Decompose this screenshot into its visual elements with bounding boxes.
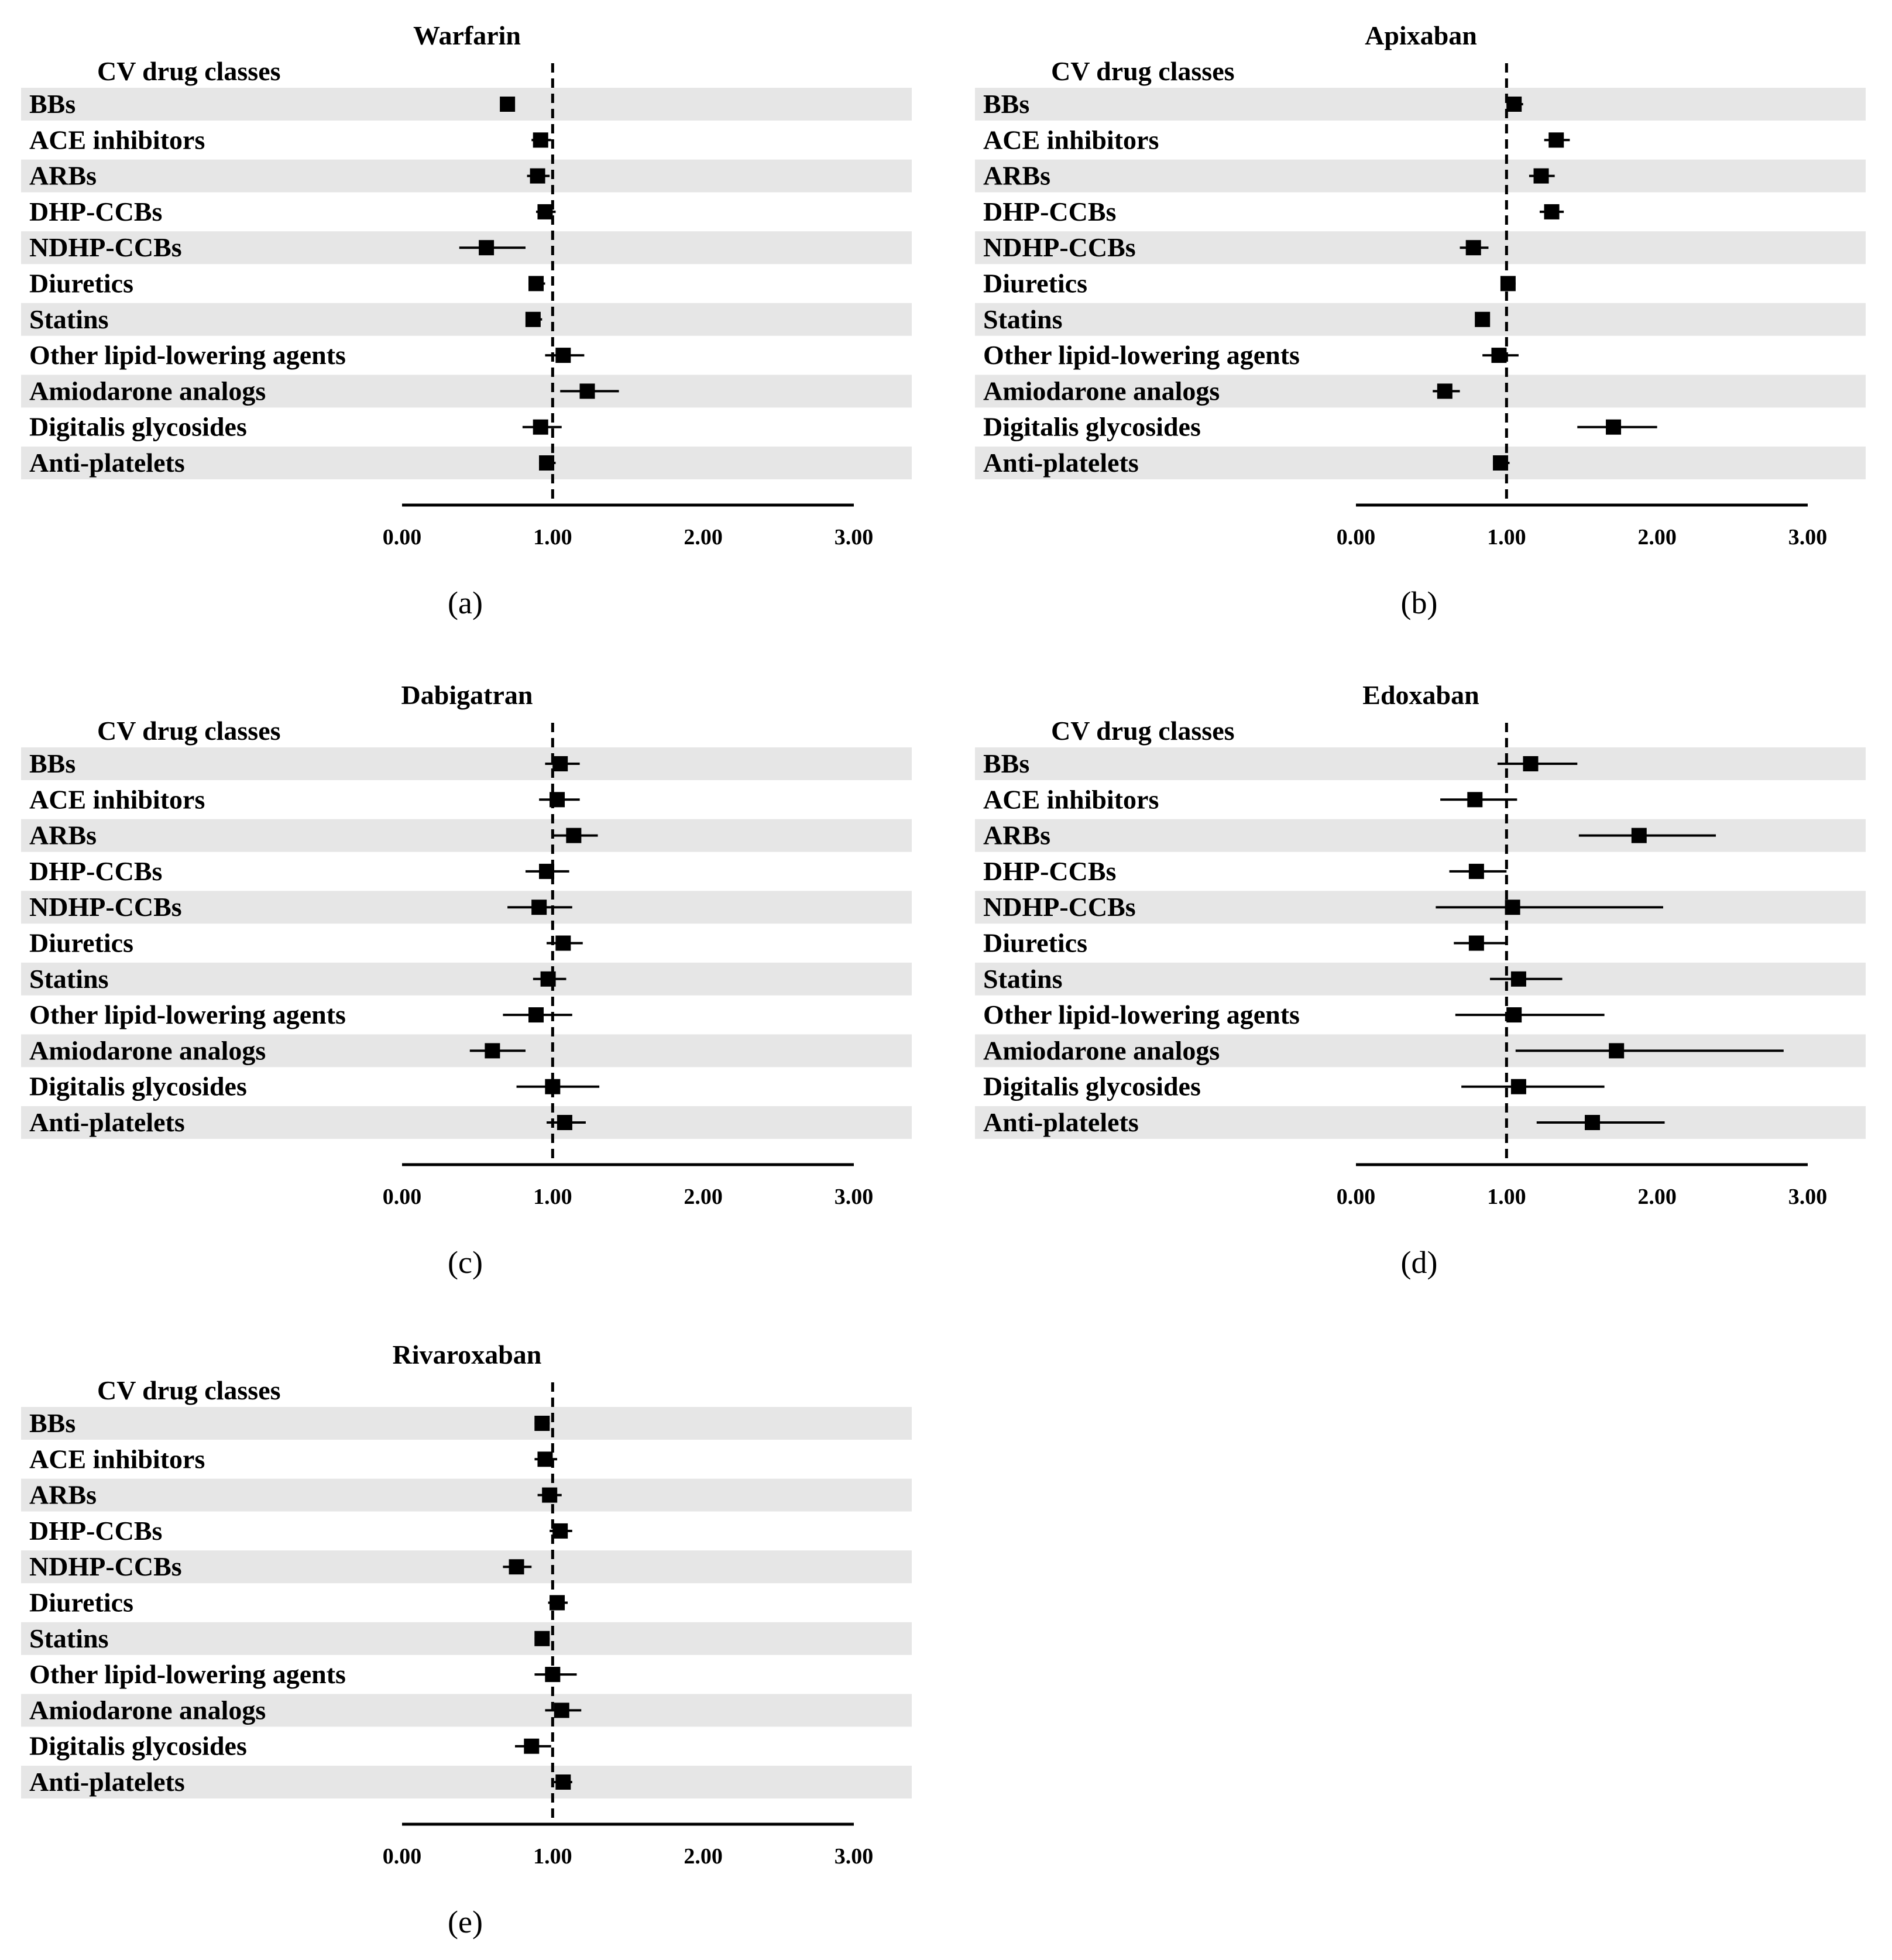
row-label: NDHP-CCBs (983, 892, 1136, 922)
point-estimate (1506, 1007, 1522, 1022)
x-tick-label: 2.00 (1637, 525, 1677, 550)
point-estimate (1548, 132, 1564, 147)
point-estimate (1511, 1079, 1526, 1094)
x-tick-label: 0.00 (382, 1185, 422, 1209)
x-tick-label: 2.00 (684, 1185, 723, 1209)
point-estimate (542, 1488, 557, 1503)
row-label: Amiodarone analogs (983, 1035, 1220, 1066)
point-estimate (1609, 1043, 1624, 1058)
row-label: Anti-platelets (983, 448, 1139, 478)
forest-plot-svg (954, 660, 1867, 1280)
x-tick-label: 1.00 (1487, 525, 1526, 550)
row-label: Anti-platelets (29, 448, 185, 478)
row-label: Amiodarone analogs (29, 376, 266, 406)
row-label: Diuretics (29, 1587, 134, 1618)
point-estimate (534, 1416, 550, 1431)
row-label: DHP-CCBs (983, 856, 1117, 886)
point-estimate (545, 1667, 560, 1682)
row-header: CV drug classes (97, 56, 281, 86)
x-tick-label: 1.00 (533, 1185, 572, 1209)
panel-title: Warfarin (413, 20, 521, 50)
row-header: CV drug classes (1051, 716, 1235, 746)
row-band (21, 1622, 912, 1655)
row-label: ARBs (29, 160, 97, 191)
row-label: Diuretics (29, 268, 134, 298)
row-label: DHP-CCBs (29, 1515, 163, 1546)
row-label: NDHP-CCBs (29, 232, 182, 263)
row-label: Diuretics (983, 928, 1088, 958)
x-tick-label: 2.00 (684, 525, 723, 550)
point-estimate (528, 1007, 544, 1022)
x-tick-label: 2.00 (1637, 1185, 1677, 1209)
row-band (21, 303, 912, 336)
forest-panel-warfarin (0, 0, 913, 620)
row-band (21, 160, 912, 193)
point-estimate (552, 756, 568, 771)
x-tick-label: 0.00 (382, 525, 422, 550)
point-estimate (1493, 455, 1508, 471)
point-estimate (1544, 204, 1560, 219)
row-label: ARBs (983, 820, 1051, 850)
row-band (975, 88, 1866, 121)
x-tick-label: 0.00 (1336, 1185, 1376, 1209)
point-estimate (485, 1043, 500, 1058)
x-tick-label: 3.00 (1788, 1185, 1828, 1209)
row-label: Anti-platelets (29, 1107, 185, 1137)
row-label: Statins (29, 1623, 109, 1653)
forest-panel-rivaroxaban (0, 1319, 913, 1940)
point-estimate (555, 936, 571, 951)
row-label: Other lipid-lowering agents (983, 340, 1300, 370)
row-band (21, 963, 912, 996)
row-label: ACE inhibitors (29, 125, 205, 155)
point-estimate (550, 792, 565, 807)
row-label: Digitalis glycosides (29, 1731, 247, 1761)
x-tick-label: 3.00 (834, 525, 874, 550)
point-estimate (526, 312, 541, 327)
x-tick-label: 1.00 (533, 525, 572, 550)
row-label: ACE inhibitors (983, 125, 1159, 155)
forest-panel-apixaban (954, 0, 1867, 620)
point-estimate (1467, 792, 1482, 807)
x-tick-label: 3.00 (834, 1844, 874, 1869)
forest-panel-edoxaban (954, 660, 1867, 1280)
point-estimate (528, 276, 544, 291)
row-band (21, 1479, 912, 1512)
row-header: CV drug classes (97, 1375, 281, 1405)
row-label: DHP-CCBs (29, 856, 163, 886)
forest-plot-svg (0, 660, 913, 1280)
point-estimate (541, 972, 556, 987)
point-estimate (539, 455, 554, 471)
point-estimate (1500, 276, 1516, 291)
forest-panel-dabigatran (0, 660, 913, 1280)
row-label: ACE inhibitors (983, 784, 1159, 815)
point-estimate (539, 864, 554, 879)
point-estimate (1466, 240, 1481, 255)
row-label: Anti-platelets (29, 1767, 185, 1797)
point-estimate (1475, 312, 1490, 327)
point-estimate (1511, 972, 1526, 987)
row-label: Other lipid-lowering agents (29, 1659, 346, 1690)
point-estimate (557, 1115, 572, 1130)
row-label: Amiodarone analogs (29, 1695, 266, 1725)
point-estimate (1506, 97, 1522, 112)
row-label: Anti-platelets (983, 1107, 1139, 1137)
row-label: ARBs (29, 1480, 97, 1510)
point-estimate (534, 1631, 550, 1646)
row-band (975, 819, 1866, 852)
x-tick-label: 1.00 (533, 1844, 572, 1869)
row-label: BBs (983, 89, 1030, 119)
x-tick-label: 0.00 (382, 1844, 422, 1869)
point-estimate (531, 900, 547, 915)
row-label: ACE inhibitors (29, 1444, 205, 1474)
row-label: Statins (29, 304, 109, 334)
point-estimate (1469, 936, 1484, 951)
panel-caption: (e) (448, 1904, 483, 1940)
point-estimate (550, 1595, 565, 1611)
row-label: Amiodarone analogs (29, 1035, 266, 1066)
point-estimate (1606, 420, 1621, 435)
row-band (975, 303, 1866, 336)
point-estimate (1632, 828, 1647, 843)
row-label: Statins (29, 963, 109, 994)
x-tick-label: 2.00 (684, 1844, 723, 1869)
row-label: ARBs (29, 820, 97, 850)
row-band (975, 963, 1866, 996)
row-label: Other lipid-lowering agents (983, 1000, 1300, 1030)
point-estimate (545, 1079, 560, 1094)
row-label: Digitalis glycosides (983, 411, 1201, 442)
point-estimate (509, 1559, 524, 1574)
panel-caption: (d) (1400, 1245, 1438, 1280)
point-estimate (533, 420, 548, 435)
row-label: Diuretics (29, 928, 134, 958)
panel-title: Rivaroxaban (392, 1340, 542, 1369)
x-tick-label: 0.00 (1336, 525, 1376, 550)
point-estimate (1437, 383, 1453, 399)
row-label: DHP-CCBs (983, 196, 1117, 226)
point-estimate (1585, 1115, 1600, 1130)
row-label: Amiodarone analogs (983, 376, 1220, 406)
row-label: Other lipid-lowering agents (29, 1000, 346, 1030)
panel-caption: (a) (448, 585, 483, 620)
row-label: ARBs (983, 160, 1051, 191)
row-label: NDHP-CCBs (29, 1551, 182, 1582)
row-band (21, 88, 912, 121)
point-estimate (580, 383, 595, 399)
row-label: Digitalis glycosides (29, 1071, 247, 1101)
panel-title: Dabigatran (401, 680, 533, 710)
row-label: ACE inhibitors (29, 784, 205, 815)
panel-title: Edoxaban (1362, 680, 1479, 710)
row-band (21, 747, 912, 780)
row-label: NDHP-CCBs (983, 232, 1136, 263)
row-label: Diuretics (983, 268, 1088, 298)
point-estimate (537, 1451, 552, 1467)
row-label: BBs (983, 749, 1030, 778)
panel-caption: (b) (1400, 585, 1438, 620)
point-estimate (500, 97, 515, 112)
row-label: Other lipid-lowering agents (29, 340, 346, 370)
point-estimate (1491, 348, 1506, 363)
point-estimate (537, 204, 552, 219)
x-tick-label: 1.00 (1487, 1185, 1526, 1209)
row-label: NDHP-CCBs (29, 892, 182, 922)
point-estimate (524, 1739, 539, 1754)
point-estimate (530, 169, 545, 184)
row-band (21, 1407, 912, 1440)
point-estimate (555, 1774, 571, 1790)
point-estimate (479, 240, 494, 255)
panel-caption: (c) (448, 1245, 483, 1280)
row-label: Statins (983, 304, 1063, 334)
point-estimate (1523, 756, 1539, 771)
point-estimate (554, 1702, 569, 1718)
row-header: CV drug classes (1051, 56, 1235, 86)
row-header: CV drug classes (97, 716, 281, 746)
forest-plot-svg (954, 0, 1867, 620)
row-label: Digitalis glycosides (29, 411, 247, 442)
row-label: BBs (29, 1408, 76, 1438)
row-label: BBs (29, 89, 76, 119)
point-estimate (555, 348, 571, 363)
point-estimate (1505, 900, 1520, 915)
forest-plot-svg (0, 0, 913, 620)
row-label: Statins (983, 963, 1063, 994)
x-tick-label: 3.00 (834, 1185, 874, 1209)
row-label: DHP-CCBs (29, 196, 163, 226)
row-band (975, 747, 1866, 780)
point-estimate (533, 132, 548, 147)
point-estimate (1534, 169, 1549, 184)
point-estimate (1469, 864, 1484, 879)
point-estimate (552, 1523, 568, 1539)
x-tick-label: 3.00 (1788, 525, 1828, 550)
panel-title: Apixaban (1365, 20, 1477, 50)
forest-plot-svg (0, 1319, 913, 1940)
point-estimate (566, 828, 581, 843)
row-label: BBs (29, 749, 76, 778)
row-band (975, 160, 1866, 193)
row-band (21, 819, 912, 852)
row-label: Digitalis glycosides (983, 1071, 1201, 1101)
